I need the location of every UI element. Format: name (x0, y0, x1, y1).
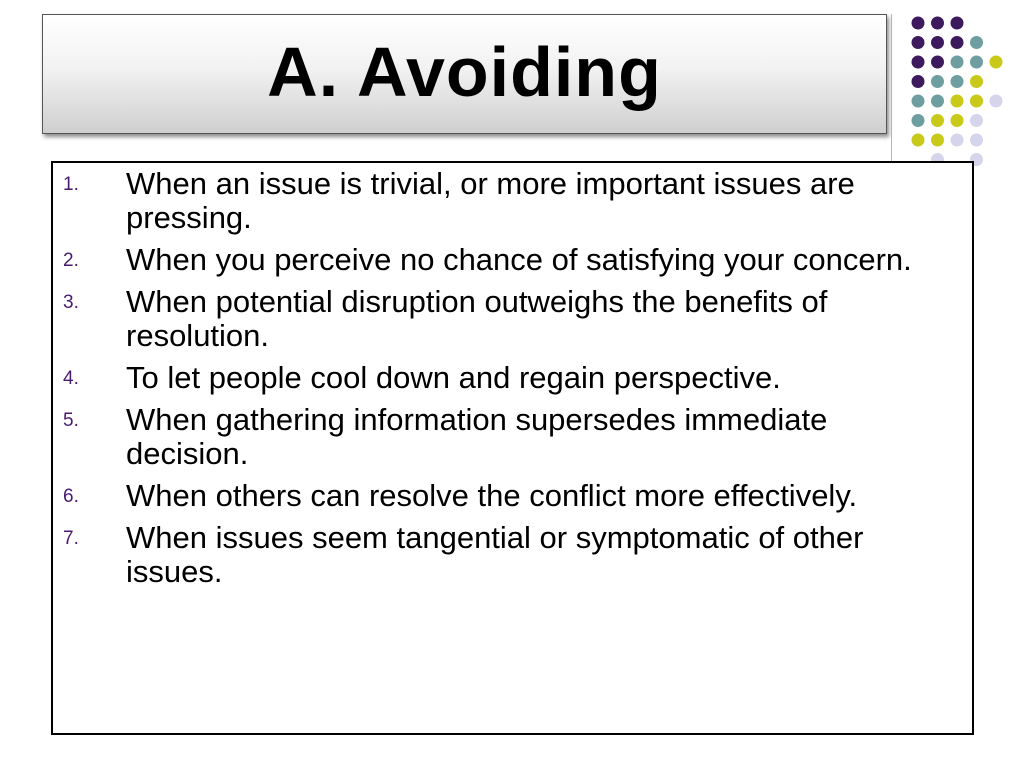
list-number: 5. (63, 410, 79, 431)
decorative-dot (931, 95, 944, 108)
decorative-dot (931, 56, 944, 69)
decorative-dot (931, 134, 944, 147)
list-text: When an issue is trivial, or more important issues are pressing. (126, 166, 855, 235)
list-text: When gathering information supersedes immediate decision. (126, 402, 828, 471)
decorative-dot (951, 56, 964, 69)
numbered-list (53, 167, 972, 597)
list-number: 4. (63, 368, 79, 389)
list-item-7 (53, 521, 972, 589)
list-item-3 (53, 285, 972, 353)
list-item-2 (53, 243, 972, 277)
decorative-dot (951, 114, 964, 127)
decorative-dot (912, 17, 925, 30)
decorative-dot (931, 36, 944, 49)
list-text: When others can resolve the conflict more effectively. (126, 478, 858, 513)
list-text: When issues seem tangential or symptomatic of other issues. (126, 520, 864, 589)
decorative-dot (951, 75, 964, 88)
decorative-dot (951, 17, 964, 30)
decorative-dot (912, 75, 925, 88)
decorative-dot (931, 75, 944, 88)
decorative-dot (912, 95, 925, 108)
list-number: 2. (63, 250, 79, 271)
list-number: 1. (63, 174, 79, 195)
decorative-dot (912, 36, 925, 49)
decorative-dot (912, 134, 925, 147)
list-item-1 (53, 167, 972, 235)
decorative-dot (970, 56, 983, 69)
list-text: To let people cool down and regain perspective. (126, 360, 781, 395)
decorative-dot (970, 36, 983, 49)
list-number: 7. (63, 528, 79, 549)
decorative-dot (912, 114, 925, 127)
list-item-5 (53, 403, 972, 471)
list-number: 6. (63, 486, 79, 507)
divider-line (891, 14, 892, 162)
decorative-dot (951, 95, 964, 108)
decorative-dot (970, 114, 983, 127)
decorative-dot (970, 95, 983, 108)
decorative-dot (990, 56, 1003, 69)
decorative-dot (931, 17, 944, 30)
decorative-dot (970, 134, 983, 147)
list-item-6 (53, 479, 972, 513)
decorative-dot (951, 134, 964, 147)
list-text: When you perceive no chance of satisfying your concern. (126, 242, 912, 277)
slide-title: A. Avoiding (267, 33, 662, 111)
decorative-dot (931, 114, 944, 127)
list-number: 3. (63, 292, 79, 313)
content-box (51, 161, 974, 735)
list-item-4 (53, 361, 972, 395)
list-text: When potential disruption outweighs the benefits of resolution. (126, 284, 828, 353)
decorative-dot (990, 95, 1003, 108)
decorative-dot (951, 36, 964, 49)
decorative-dot (912, 56, 925, 69)
title-box (42, 14, 887, 134)
decorative-dot (970, 75, 983, 88)
